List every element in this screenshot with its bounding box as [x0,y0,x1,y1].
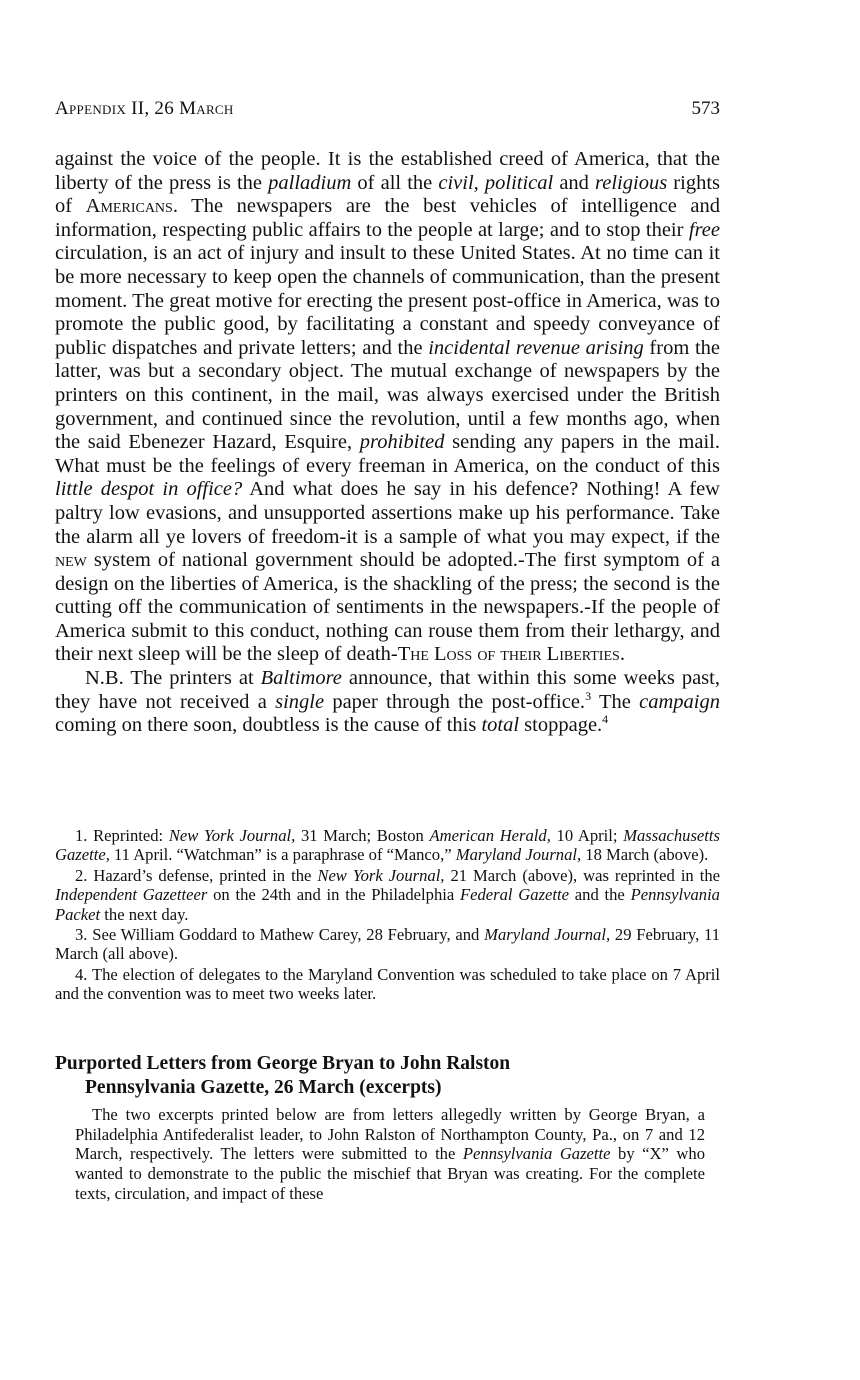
main-text [55,148,720,738]
running-head [55,98,720,120]
footnote-2: 2. Hazard’s defense, printed in the New York Journal, 21 March (above), was reprinted in the Independent Gazetteer on the 24th and in the Philadelphia Federal Gazette and the Pennsylvania Packet the next day. [55,865,720,924]
section-intro [75,1105,705,1204]
running-head-title: Appendix II, 26 March [55,98,234,119]
main-paragraph-1: against the voice of the people. It is the established creed of America, that the liberty of the press is the palladium of all the civil, political and religious rights of Americans. The newspapers are the best vehicles of intelligence and information, respecting public affairs to the people at large; and to stop their free circulation, is an act of injury and insult to these United States. At no time can it be more necessary to keep open the channels of communication, than the present moment. The great motive for erecting the present post-office in America, was to promote the public good, by facilitating a constant and speedy conveyance of public dispatches and private letters; and the incidental revenue arising from the latter, was but a secondary object. The mutual exchange of newspapers by the printers on this continent, in the mail, was always exercised under the British government, and continued since the revolution, until a few months ago, when the said Ebenezer Hazard, Esquire, prohibited sending any papers in the mail. What must be the feelings of every freeman in America, on the conduct of this little despot in office? And what does he say in his defence? Nothing! A few paltry low evasions, and unsupported assertions make up his performance. Take the alarm all ye lovers of freedom-it is a sample of what you may expect, if the new system of national government should be adopted.-The first symptom of a design on the liberties of America, is the shackling of the press; the second is the cutting off the communication of sentiments in the newspapers.-If the people of America submit to this conduct, nothing can rouse them from their lethargy, and their next sleep will be the sleep of death-The Loss of their Liberties. [55,148,720,666]
section-heading [55,1052,720,1100]
intro-paragraph: The two excerpts printed below are from letters allegedly written by George Bryan, a Philadelphia Antifederalist leader, to John Ralston of Northampton County, Pa., on 7 and 12 March, respectively. The letters were submitted to the Pennsylvania Gazette by “X” who wanted to demonstrate to the public the mischief that Bryan was creating. For the complete texts, circulation, and impact of these [75,1105,706,1203]
section-title: Purported Letters from George Bryan to John Ralston [55,1053,511,1074]
footnote-ref-3: 3 [585,688,592,703]
main-paragraph-2: N.B. The printers at Baltimore announce, that within this some weeks past, they have not received a single paper through the post-office.$^3$ The campaign coming on there soon, doubtless is the cause of this total stoppage.$^4$ [55,667,720,737]
footnotes [55,826,720,1005]
footnote-ref-4: 4 [602,712,609,727]
section-subtitle: Pennsylvania Gazette, 26 March (excerpts) [85,1077,442,1098]
footnote-1: 1. Reprinted: New York Journal, 31 March; Boston American Herald, 10 April; Massachusetts Gazette, 11 April. “Watchman” is a paraphrase of “Manco,” Maryland Journal, 18 March (above). [55,826,720,865]
page-number: 573 [691,98,720,119]
footnote-3: 3. See William Goddard to Mathew Carey, 28 February, and Maryland Journal, 29 February, 11 March (all above). [55,925,720,964]
footnote-4: 4. The election of delegates to the Maryland Convention was scheduled to take place on 7 April and the convention was to meet two weeks later. [55,964,720,1004]
